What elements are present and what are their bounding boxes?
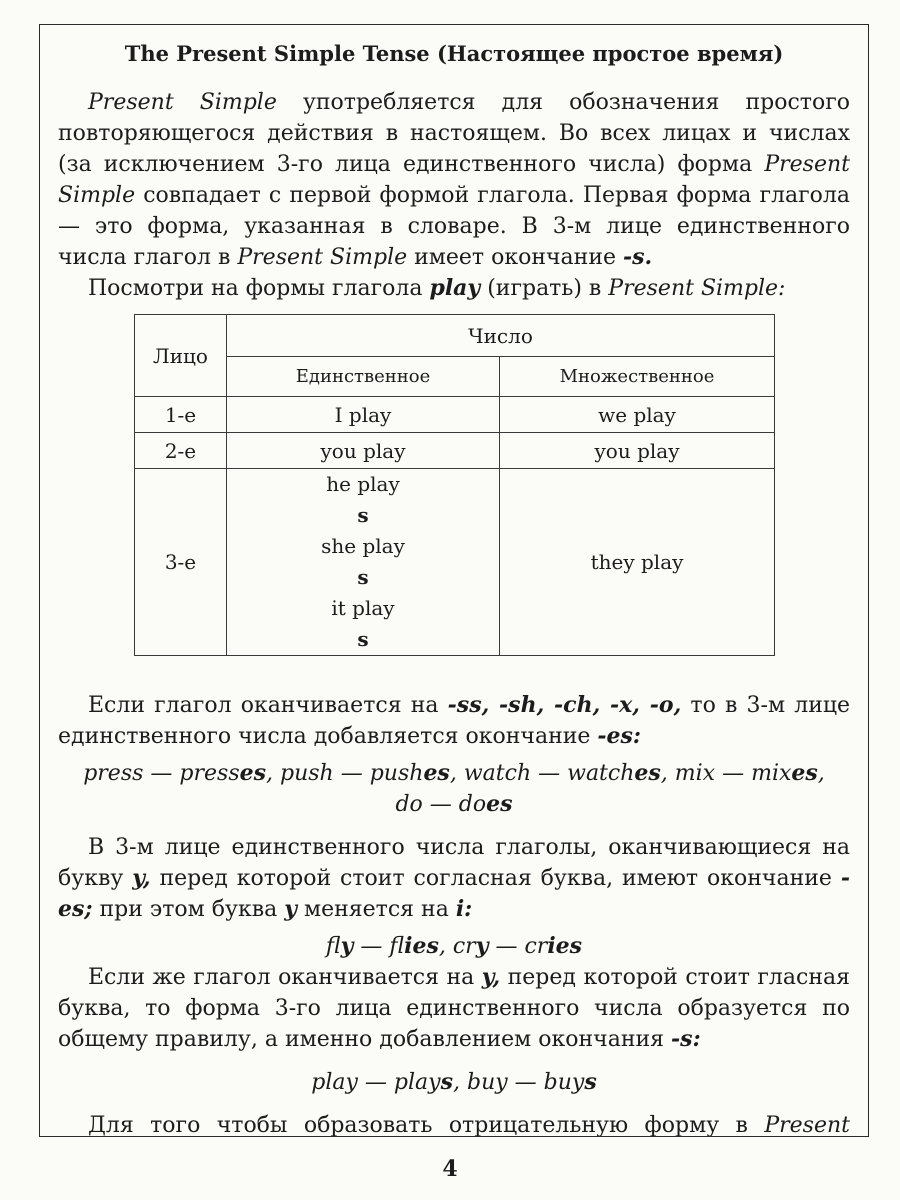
form-line: it play s xyxy=(331,596,395,651)
text: употребляется для обозначения простого повторяющегося действия в настоящем. Во всех лицах и числах (за исключением 3-го лица единственного числа) форма xyxy=(58,90,850,177)
page-number: 4 xyxy=(442,1156,458,1182)
cell-person: 2-е xyxy=(135,433,227,469)
cell-singular: you play xyxy=(227,433,500,469)
text: совпадает с первой формой глагола. Первая форма глагола — это форма, указанная в словаре. В 3-м лице единственного числа глагол в xyxy=(58,183,850,270)
table-row xyxy=(135,433,775,469)
header-number: Число xyxy=(227,315,775,357)
text: Для того чтобы образовать отрицательную форму в xyxy=(88,1113,765,1137)
letter: i: xyxy=(455,896,473,922)
form-line: she play s xyxy=(321,534,405,589)
term: Present Simple xyxy=(58,152,850,208)
text: меняется на xyxy=(297,897,456,922)
term: Present Simple xyxy=(237,245,408,270)
cell-plural: they play xyxy=(500,469,775,656)
text: В 3-м лице единственного числа глаголы, оканчивающиеся на букву xyxy=(58,835,850,891)
cell-plural: we play xyxy=(500,397,775,433)
page-title: The Present Simple Tense (Настоящее простое время) xyxy=(124,41,784,66)
ending: s xyxy=(357,565,369,589)
text: имеет окончание xyxy=(407,245,623,270)
paragraph-y-vowel-rule xyxy=(58,962,850,1055)
ending: s xyxy=(357,627,369,651)
paragraph-negative xyxy=(58,1110,850,1137)
paragraph-es-rule xyxy=(58,690,850,752)
paragraph-y-consonant-rule xyxy=(58,832,850,925)
text: Посмотри на формы глагола xyxy=(88,276,430,301)
cell-plural: you play xyxy=(500,433,775,469)
text: при этом буква xyxy=(92,897,285,922)
text: Если глагол оканчивается на xyxy=(88,693,448,718)
header-singular: Единственное xyxy=(227,357,500,397)
term: Present Simple: xyxy=(608,276,786,301)
cell-person: 1-е xyxy=(135,397,227,433)
table-row xyxy=(135,469,775,656)
endings: -ss, -sh, -ch, -x, -o, xyxy=(447,692,682,718)
header-person: Лицо xyxy=(135,315,227,397)
table-row xyxy=(135,397,775,433)
text: (играть) в xyxy=(480,276,609,301)
ending: -s: xyxy=(671,1026,701,1052)
examples-s: play — plays, buy — buys xyxy=(311,1069,597,1095)
cell-person: 3-е xyxy=(135,469,227,656)
cell-singular: I play xyxy=(227,397,500,433)
page-frame xyxy=(39,24,869,1137)
text: перед которой стоит гласная буква, то форма 3-го лица единственного числа образуется по общему правилу, а именно добавлением окончания xyxy=(58,965,851,1052)
cell-singular xyxy=(227,469,500,656)
ending: -es: xyxy=(597,723,642,749)
text: перед которой стоит согласная буква, имеют окончание xyxy=(150,866,841,891)
form-line: he play s xyxy=(326,472,400,527)
verb: play xyxy=(429,275,481,301)
header-plural: Множественное xyxy=(500,357,775,397)
text: Если же глагол оканчивается на xyxy=(88,965,482,990)
paragraph-look xyxy=(58,273,850,304)
text: то в 3-м лице единственного числа добавляется окончание xyxy=(58,693,851,749)
term: Present Simple xyxy=(88,90,277,115)
term: Present xyxy=(764,1113,850,1137)
examples-es: press — presses, push — pushes, watch — watches, mix — mixes, do — does xyxy=(83,760,825,817)
ending: -es; xyxy=(58,865,850,922)
examples-ies: fly — flies, cry — cries xyxy=(325,933,583,959)
ending: -s. xyxy=(623,244,653,270)
conjugation-table xyxy=(134,314,775,656)
ending: s xyxy=(357,503,369,527)
letter: y, xyxy=(481,964,501,990)
letter: y, xyxy=(132,865,151,891)
paragraph-definition xyxy=(58,87,850,273)
letter: y xyxy=(284,896,297,922)
